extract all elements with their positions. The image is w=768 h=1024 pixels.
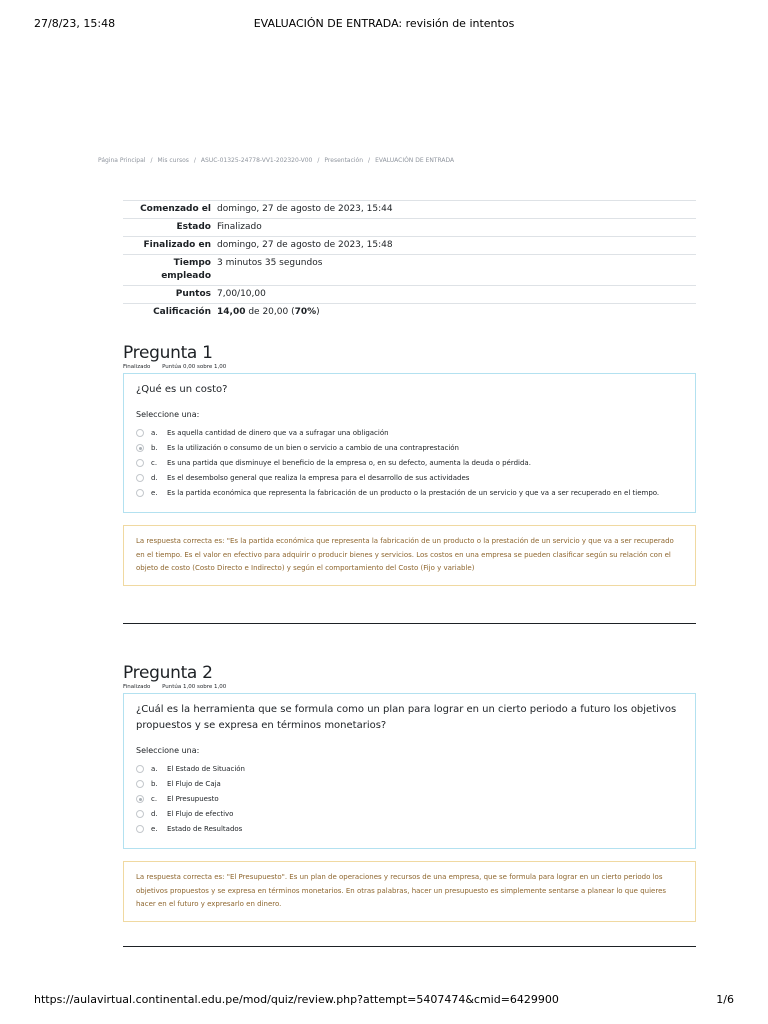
summary-label: Puntos: [175, 289, 211, 299]
question-info: [123, 364, 696, 370]
answer-letter: e.: [151, 825, 158, 833]
answer-letter: c.: [151, 459, 158, 467]
breadcrumb-my-courses[interactable]: Mis cursos: [157, 157, 189, 164]
answer-list: [136, 763, 683, 836]
radio-button[interactable]: [136, 429, 144, 437]
breadcrumb-course[interactable]: ASUC-01325-24778-VV1-202320-V00: [200, 157, 313, 164]
breadcrumb-separator: /: [317, 157, 320, 164]
answer-letter: e.: [151, 489, 158, 497]
answer-option[interactable]: [136, 487, 683, 500]
answer-text: El Presupuesto: [167, 795, 219, 803]
answer-text: Estado de Resultados: [167, 825, 243, 833]
summary-value: [217, 304, 696, 322]
answer-letter: d.: [151, 474, 158, 482]
print-title: EVALUACIÓN DE ENTRADA: revisión de intentos: [253, 17, 515, 30]
question-text: ¿Qué es un costo?: [136, 384, 228, 395]
breadcrumb: [98, 157, 454, 164]
grade-out-of: de 20,00 (: [245, 307, 295, 317]
answer-letter: b.: [151, 444, 158, 452]
radio-button[interactable]: [136, 459, 144, 467]
answer-text: El Estado de Situación: [167, 765, 245, 773]
attempt-summary-table: [123, 200, 696, 321]
answer-option[interactable]: [136, 457, 683, 470]
summary-label: Estado: [176, 222, 211, 232]
answer-option[interactable]: [136, 472, 683, 485]
summary-label: Comenzado el: [140, 204, 211, 214]
question-title: Pregunta 1: [123, 343, 213, 363]
answer-option[interactable]: [136, 793, 683, 806]
radio-button[interactable]: [136, 474, 144, 482]
breadcrumb-quiz[interactable]: EVALUACIÓN DE ENTRADA: [375, 157, 455, 164]
question-state: Finalizado: [123, 684, 151, 690]
question-text: ¿Cuál es la herramienta que se formula como un plan para lograr en un cierto periodo a futuro los objetivos propuestos y se expresa en términos monetarios?: [136, 704, 677, 731]
breadcrumb-section[interactable]: Presentación: [324, 157, 364, 164]
answer-text: Es la utilización o consumo de un bien o servicio a cambio de una contraprestación: [167, 444, 459, 452]
answer-option[interactable]: [136, 427, 683, 440]
answer-option[interactable]: [136, 778, 683, 791]
question-mark: Puntúa 0,00 sobre 1,00: [162, 364, 227, 370]
breadcrumb-separator: /: [193, 157, 196, 164]
grade-percent: 70%: [294, 307, 317, 317]
question-1: [123, 343, 696, 586]
answer-prompt: Seleccione una:: [136, 410, 200, 419]
radio-button[interactable]: [136, 780, 144, 788]
answer-prompt: Seleccione una:: [136, 746, 200, 755]
question-formulation: [123, 693, 696, 849]
radio-button-selected[interactable]: [136, 444, 144, 452]
question-state: Finalizado: [123, 364, 151, 370]
answer-option[interactable]: [136, 442, 683, 455]
summary-row-points: [123, 286, 696, 304]
summary-value: 3 minutos 35 segundos: [217, 258, 323, 268]
print-page-number: 1/6: [716, 993, 734, 1006]
question-title: Pregunta 2: [123, 663, 213, 683]
answer-letter: a.: [151, 429, 158, 437]
summary-label: Calificación: [153, 307, 211, 317]
summary-row-time: [123, 255, 696, 286]
summary-row-state: [123, 219, 696, 237]
answer-text: El Flujo de Caja: [167, 780, 221, 788]
summary-label: Finalizado en: [143, 240, 211, 250]
answer-option[interactable]: [136, 763, 683, 776]
radio-button[interactable]: [136, 765, 144, 773]
grade-score: 14,00: [217, 307, 246, 317]
summary-row-finished: [123, 237, 696, 255]
summary-value: domingo, 27 de agosto de 2023, 15:48: [217, 240, 393, 250]
summary-value: domingo, 27 de agosto de 2023, 15:44: [217, 204, 393, 214]
summary-row-grade: [123, 304, 696, 322]
breadcrumb-home[interactable]: Página Principal: [98, 157, 146, 164]
breadcrumb-separator: /: [368, 157, 371, 164]
question-divider: [123, 946, 696, 947]
print-date: 27/8/23, 15:48: [34, 17, 116, 30]
question-2: [123, 663, 696, 922]
radio-button[interactable]: [136, 825, 144, 833]
answer-text: Es el desembolso general que realiza la empresa para el desarrollo de sus actividades: [167, 474, 470, 482]
print-url: https://aulavirtual.continental.edu.pe/mod/quiz/review.php?attempt=5407474&cmid=6429900: [34, 993, 559, 1006]
summary-label: Tiempo empleado: [161, 258, 211, 281]
answer-text: Es una partida que disminuye el beneficio de la empresa o, en su defecto, aumenta la deuda o pérdida.: [167, 459, 531, 467]
print-header: [34, 17, 734, 31]
correct-answer-feedback: La respuesta correcta es: "El Presupuesto". Es un plan de operaciones y recursos de una empresa, que se formula para lograr en un cierto periodo los objetivos propuestos y se expresa en términos monetarios. En otras palabras, hacer un presupuesto es simplemente sentarse a planear lo que quieres hacer en el futuro y expresarlo en dinero.: [123, 861, 696, 922]
answer-option[interactable]: [136, 823, 683, 836]
radio-button[interactable]: [136, 810, 144, 818]
answer-text: El Flujo de efectivo: [167, 810, 234, 818]
answer-letter: d.: [151, 810, 158, 818]
summary-value: Finalizado: [217, 222, 262, 232]
breadcrumb-separator: /: [150, 157, 153, 164]
question-formulation: [123, 373, 696, 513]
radio-button[interactable]: [136, 489, 144, 497]
summary-value: 7,00/10,00: [217, 289, 266, 299]
radio-button-selected[interactable]: [136, 795, 144, 803]
answer-list: [136, 427, 683, 500]
correct-answer-feedback: La respuesta correcta es: "Es la partida económica que representa la fabricación de un producto o la prestación de un servicio y que va a ser recuperado en el tiempo. Es el valor en efectivo para adquirir o producir bienes y servicios. Los costos en una empresa se pueden clasificar según su relación con el objeto de costo (Costo Directo e Indirecto) y según el comportamiento del Costo (Fijo y variable): [123, 525, 696, 586]
answer-letter: b.: [151, 780, 158, 788]
answer-letter: a.: [151, 765, 158, 773]
answer-option[interactable]: [136, 808, 683, 821]
question-mark: Puntúa 1,00 sobre 1,00: [162, 684, 227, 690]
answer-text: Es aquella cantidad de dinero que va a sufragar una obligación: [167, 429, 389, 437]
question-divider: [123, 623, 696, 624]
grade-close: ): [316, 307, 320, 317]
summary-row-started: [123, 201, 696, 219]
question-info: [123, 684, 696, 690]
answer-text: Es la partida económica que representa la fabricación de un producto o la prestación de un servicio y que va a ser recuperado en el tiempo.: [167, 489, 660, 497]
print-footer: [34, 993, 734, 1007]
answer-letter: c.: [151, 795, 158, 803]
